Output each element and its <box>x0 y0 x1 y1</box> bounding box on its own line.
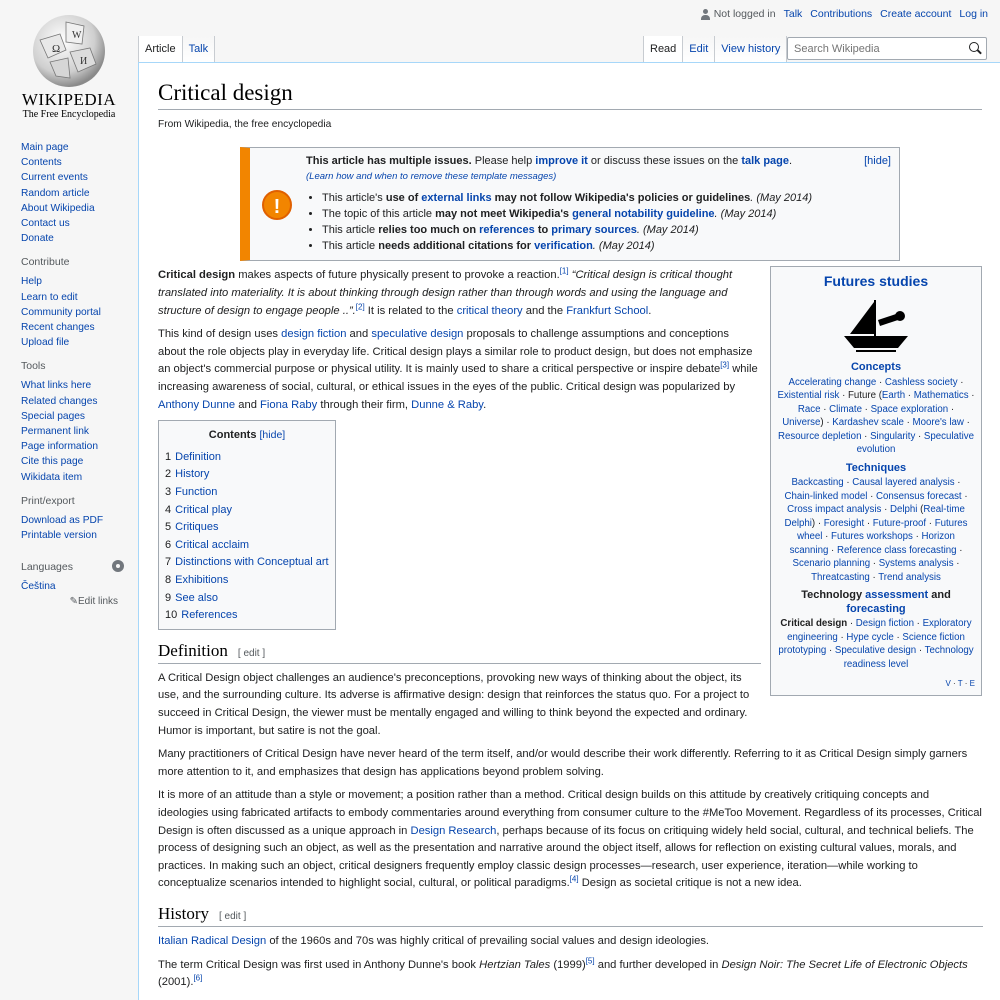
nav-backcasting[interactable]: Backcasting <box>791 477 844 488</box>
section-heading-definition: Definition [ edit ] <box>158 640 761 664</box>
sidebar-print <box>0 495 138 543</box>
forecasting-link[interactable]: forecasting <box>846 602 906 615</box>
tab-article[interactable]: Article <box>138 36 183 62</box>
personal-tools <box>701 8 988 20</box>
toc-item[interactable]: 3 Function <box>165 485 218 498</box>
issue-item: • The topic of this article may not meet Wikipedia's general notability guideline. (May 2014) <box>322 206 891 222</box>
not-logged-in <box>701 8 776 20</box>
italian-radical-design-link[interactable]: Italian Radical Design <box>158 935 267 947</box>
sidebar-languages <box>0 553 138 607</box>
talk-link[interactable]: Talk <box>783 8 803 20</box>
nav-cross-impact[interactable]: Cross impact analysis <box>787 504 882 515</box>
toc-item[interactable]: 7 Distinctions with Conceptual art <box>165 556 329 569</box>
sidebar-tools <box>0 360 138 484</box>
wikipedia-logo[interactable] <box>0 0 138 130</box>
sidebar-item-recent-changes[interactable]: Recent changes <box>21 322 95 334</box>
sidebar-item-current-events[interactable]: Current events <box>21 172 88 184</box>
site-subtitle: From Wikipedia, the free encyclopedia <box>158 118 332 130</box>
sidebar-item-permanent-link[interactable]: Permanent link <box>21 426 89 438</box>
print-heading: Print/export <box>21 494 75 507</box>
sidebar-item-learn-to-edit[interactable]: Learn to edit <box>21 291 78 303</box>
create-account-link[interactable]: Create account <box>880 8 952 20</box>
ref-1[interactable]: [1] <box>559 266 569 276</box>
toc-item[interactable]: 1 Definition <box>165 450 221 463</box>
ambox-hide-link[interactable]: [hide] <box>864 154 891 167</box>
nav-scenario[interactable]: Scenario planning <box>792 558 871 569</box>
languages-heading: Languages <box>21 561 73 574</box>
wikipedia-wordmark: WIKIPEDIA <box>21 90 117 109</box>
speculative-design-link[interactable]: speculative design <box>371 328 464 341</box>
critical-theory-link[interactable]: critical theory <box>456 304 523 317</box>
section-heading-history: History [ edit ] <box>158 903 983 927</box>
globe-icon <box>30 12 108 90</box>
ref-6[interactable]: [6] <box>193 973 203 983</box>
nav-rt-delphi[interactable]: Real-time Delphi <box>784 504 965 529</box>
sidebar-item-lang-cs[interactable]: Čeština <box>21 581 56 593</box>
table-of-contents <box>158 420 336 630</box>
sidebar-item-community-portal[interactable]: Community portal <box>21 306 101 318</box>
nav-kardashev[interactable]: Kardashev scale <box>832 417 904 428</box>
design-fiction-link[interactable]: design fiction <box>281 328 347 341</box>
notability-link[interactable]: general notability guideline <box>572 207 715 220</box>
sidebar-item-contents[interactable]: Contents <box>21 157 62 169</box>
wikipedia-tagline: The Free Encyclopedia <box>22 109 116 120</box>
warning-icon: ! <box>262 190 292 220</box>
search-input[interactable] <box>787 37 987 60</box>
tab-talk[interactable]: Talk <box>183 36 216 62</box>
nav-singularity[interactable]: Singularity <box>870 430 916 442</box>
nav-list <box>21 140 138 246</box>
nav-cla[interactable]: Causal layered analysis <box>852 477 955 488</box>
nav-hype[interactable]: Hype cycle <box>846 631 894 643</box>
nav-trl[interactable]: Technology readiness level <box>843 645 974 670</box>
nav-race[interactable]: Race <box>797 403 821 415</box>
sidebar-item-upload-file[interactable]: Upload file <box>21 337 70 349</box>
toc-item[interactable]: 9 See also <box>165 591 218 604</box>
technology-list: Critical design · Design fiction · Exploratory engineering · Hype cycle · Science fiction prototyping · Speculative design · Technology readiness level <box>778 618 974 670</box>
edit-section-link[interactable]: [ edit ] <box>237 647 266 659</box>
toc-item[interactable]: 6 Critical acclaim <box>165 538 250 551</box>
sidebar-item-page-information[interactable]: Page information <box>21 441 99 453</box>
search-icon[interactable] <box>969 42 982 55</box>
multiple-issues-box <box>240 147 900 262</box>
sidebar-navigation <box>0 140 138 246</box>
frankfurt-school-link[interactable]: Frankfurt School <box>566 304 649 317</box>
sidebar-item-about[interactable]: About Wikipedia <box>21 202 95 214</box>
sidebar-contribute <box>0 256 138 350</box>
contributions-link[interactable]: Contributions <box>810 8 873 20</box>
sidebar-item-cite[interactable]: Cite this page <box>21 456 84 468</box>
techniques-list: Backcasting · Causal layered analysis · Chain-linked model · Consensus forecast · Cross impact analysis · Delphi (Real-time Delphi) · Foresight · Future-proof · Futures wheel · Futures workshops · Horizon scanning · Reference class forecasting · Scenario planning · Systems analysis · Threatcasting · Trend analysis <box>784 477 968 583</box>
nav-climate[interactable]: Climate <box>829 403 862 415</box>
svg-text:W: W <box>72 30 82 41</box>
toc-item[interactable]: 2 History <box>165 468 210 481</box>
definition-paragraph: Many practitioners of Critical Design have never heard of the term itself, and/or would describe their work differently. Referring to it as Critical Design simply garners more attention to it, and emphasizes that design has applications beyond problem solving. <box>158 748 968 778</box>
lead-paragraph: This kind of design uses design fiction and speculative design proposals to challenge assumptions and conceptions about the role objects play in everyday life. Critical design plays a similar role to product design, but does not emphasize an object's commercial purpose or physical utility. It is mainly used to share a critical perspective or inspire debate[3] while increasing awareness of social, cultural, or ethical issues in the eyes of the public. Critical design was popularized by Anthony Dunne and Fiona Raby through their firm, Dunne & Raby. <box>158 328 758 411</box>
nav-design-fiction[interactable]: Design fiction <box>855 618 914 629</box>
history-paragraph: The term Critical Design was first used in Anthony Dunne's book Hertzian Tales (1999)[5] and further developed in Design Noir: The Secret Life of Electronic Objects (2001).[6] <box>158 955 968 989</box>
login-link[interactable]: Log in <box>959 8 988 20</box>
edit-links[interactable] <box>21 596 138 607</box>
sidebar-item-wikidata[interactable]: Wikidata item <box>21 471 83 483</box>
gear-icon[interactable] <box>112 560 124 572</box>
sidebar-item-what-links-here[interactable]: What links here <box>21 380 92 392</box>
concepts-heading[interactable]: Concepts <box>850 361 902 373</box>
nav-exploratory[interactable]: Exploratory engineering <box>787 618 972 643</box>
nav-existential-risk[interactable]: Existential risk <box>777 390 840 401</box>
svg-text:Ω: Ω <box>52 43 61 55</box>
edit-template-link[interactable]: E <box>969 679 975 688</box>
nav-systems[interactable]: Systems analysis <box>878 558 954 569</box>
ref-4[interactable]: [4] <box>569 874 579 884</box>
nav-chain[interactable]: Chain-linked model <box>784 490 868 502</box>
sidebar-item-printable[interactable]: Printable version <box>21 530 97 542</box>
sidebar-item-help[interactable]: Help <box>21 276 42 288</box>
nav-cashless[interactable]: Cashless society <box>884 376 958 388</box>
edit-links-label: Edit links <box>77 596 118 608</box>
main-content <box>138 62 1000 1000</box>
namespace-tabs <box>138 36 215 62</box>
talk-template-link[interactable]: T <box>957 679 963 688</box>
sidebar-item-contact[interactable]: Contact us <box>21 218 70 230</box>
tab-read[interactable]: Read <box>643 36 683 62</box>
talk-page-link[interactable]: talk page <box>741 154 790 167</box>
technology-heading: Technology assessment and forecasting <box>801 589 951 615</box>
nav-spec-design[interactable]: Speculative design <box>834 645 917 656</box>
nav-threatcasting[interactable]: Threatcasting <box>811 571 870 583</box>
toc-title: Contents <box>208 429 257 442</box>
view-template-link[interactable]: V <box>945 679 951 688</box>
nav-futures-workshops[interactable]: Futures workshops <box>831 531 913 542</box>
sidebar-item-download-pdf[interactable]: Download as PDF <box>21 514 104 526</box>
toc-item[interactable]: 10 References <box>165 609 238 622</box>
concepts-list: Accelerating change · Cashless society · Existential risk · Future (Earth · Mathematics · Race · Climate · Space exploration · Universe) · Kardashev scale · Moore's law · Resource depletion · Singularity · Speculative evolution <box>777 376 975 455</box>
ref-5[interactable]: [5] <box>585 955 595 965</box>
nav-futures-wheel[interactable]: Futures wheel <box>797 517 968 542</box>
anthony-dunne-link[interactable]: Anthony Dunne <box>158 398 236 411</box>
techniques-heading[interactable]: Techniques <box>845 461 907 474</box>
external-links-link[interactable]: external links <box>421 191 492 204</box>
definition-paragraph: It is more of an attitude than a style or movement; a position rather than a method. Critical design builds on this attitude by creatively critiquing concepts and ideologies using fabricated artifacts to embody commentaries around everything from consumer culture to the #MeToo Movement. Regardless of its processes, Critical Design is often discussed as a unique approach in Design Research, perhaps because of its focus on critiquing widely held social, cultural, and technical beliefs. The process of designing such an object, as well as the presentation and narrative around the object itself, allows for reflection on existing cultural values, morals, and practices. In making such an object, critical designers frequently employ classic design processes—research, user experience, iteration—while working to conceptualize scenarios intended to highlight social, cultural, or political paradigms.[4] Design as societal critique is not a new idea. <box>158 789 982 890</box>
sidebar-item-donate[interactable]: Donate <box>21 233 54 245</box>
nav-sf-proto[interactable]: Science fiction prototyping <box>778 631 965 656</box>
nav-moores[interactable]: Moore's law <box>912 417 964 428</box>
not-logged-in-label: Not logged in <box>713 8 776 20</box>
history-paragraph: Italian Radical Design of the 1960s and 70s was highly critical of prevailing social values and design ideologies. <box>158 935 710 947</box>
futures-studies-link[interactable]: Futures studies <box>823 273 929 289</box>
ref-2[interactable]: [2] <box>355 301 365 311</box>
nav-earth[interactable]: Earth <box>881 390 906 401</box>
tab-edit[interactable]: Edit <box>683 36 715 62</box>
issue-item: • This article relies too much on references to primary sources. (May 2014) <box>322 222 891 238</box>
dunne-raby-link[interactable]: Dunne & Raby <box>411 398 484 411</box>
sidebar-item-related-changes[interactable]: Related changes <box>21 395 98 407</box>
toc-item[interactable]: 8 Exhibitions <box>165 573 229 586</box>
ref-3[interactable]: [3] <box>720 360 730 370</box>
references-link[interactable]: references <box>479 224 535 236</box>
futures-studies-navbox <box>770 266 982 696</box>
vte-links: V · T · E <box>945 679 975 688</box>
verification-link[interactable]: verification <box>534 240 593 253</box>
nav-consensus[interactable]: Consensus forecast <box>876 490 962 502</box>
definition-paragraph: A Critical Design object challenges an audience's preconceptions, provoking new ways of thinking about the object, its use, and the surrounding culture. Its adverse is affirmative design: design that reinforces the status quo. For a project to succeed in Critical Design, the viewer must be mentally engaged and willing to think beyond the expected and ordinary. Humor is important, but satire is not the goal. <box>158 671 750 737</box>
toc-item[interactable]: 4 Critical play <box>165 503 232 516</box>
nav-trend[interactable]: Trend analysis <box>878 571 941 583</box>
pencil-icon: ✎ <box>69 596 78 608</box>
tools-heading: Tools <box>21 360 46 373</box>
nav-space[interactable]: Space exploration <box>870 403 949 415</box>
improve-it-link[interactable]: improve it <box>535 154 588 167</box>
nav-accelerating-change[interactable]: Accelerating change <box>788 376 877 388</box>
nav-future-proof[interactable]: Future-proof <box>872 517 927 529</box>
user-icon <box>701 9 710 20</box>
issue-list <box>322 190 891 255</box>
critical-design-current: Critical design <box>780 618 848 629</box>
nav-universe[interactable]: Universe <box>782 417 821 428</box>
page-title: Critical design <box>158 79 982 110</box>
svg-text:И: И <box>80 56 88 67</box>
issue-item: • This article's use of external links may not follow Wikipedia's policies or guidelines. (May 2014) <box>322 190 891 206</box>
nav-reference-class[interactable]: Reference class forecasting <box>836 544 957 556</box>
edit-section-link[interactable]: [ edit ] <box>219 910 247 922</box>
toc-item[interactable]: 5 Critiques <box>165 521 219 534</box>
nav-horizon[interactable]: Horizon scanning <box>789 531 955 556</box>
primary-sources-link[interactable]: primary sources <box>551 224 637 236</box>
nav-delphi[interactable]: Delphi <box>889 504 918 515</box>
view-tabs <box>643 36 787 62</box>
issue-item: • This article needs additional citations for verification. (May 2014) <box>322 238 891 254</box>
lead-paragraph: Critical design makes aspects of future physically present to provoke a reaction.[1] “Critical design is critical thought translated into materiality. It is about thinking through design rather than through words and using the language and structure of design to engage people ..”.[2] It is related to the critical theory and the Frankfurt School. <box>158 266 733 317</box>
tab-view-history[interactable]: View history <box>715 36 787 62</box>
toc-hide-link[interactable]: [hide] <box>259 429 286 442</box>
sidebar-item-special-pages[interactable]: Special pages <box>21 410 86 422</box>
sidebar-item-main-page[interactable]: Main page <box>21 142 69 153</box>
sidebar <box>0 140 138 617</box>
nav-resource[interactable]: Resource depletion <box>777 430 862 442</box>
nav-mathematics[interactable]: Mathematics <box>913 390 969 401</box>
design-research-link[interactable]: Design Research <box>410 824 497 837</box>
sidebar-item-random-article[interactable]: Random article <box>21 187 90 199</box>
learn-remove-link[interactable]: (Learn how and when to remove these template messages) <box>306 170 557 182</box>
assessment-link[interactable]: assessment <box>865 589 929 601</box>
nav-spec-evolution[interactable]: Speculative evolution <box>856 430 975 455</box>
ambox-title: This article has multiple issues. Please help improve it or discuss these issues on the talk page. <box>306 154 793 167</box>
fiona-raby-link[interactable]: Fiona Raby <box>260 398 318 411</box>
contribute-heading: Contribute <box>21 256 70 269</box>
sailboat-icon <box>836 296 916 356</box>
nav-foresight[interactable]: Foresight <box>823 517 865 529</box>
